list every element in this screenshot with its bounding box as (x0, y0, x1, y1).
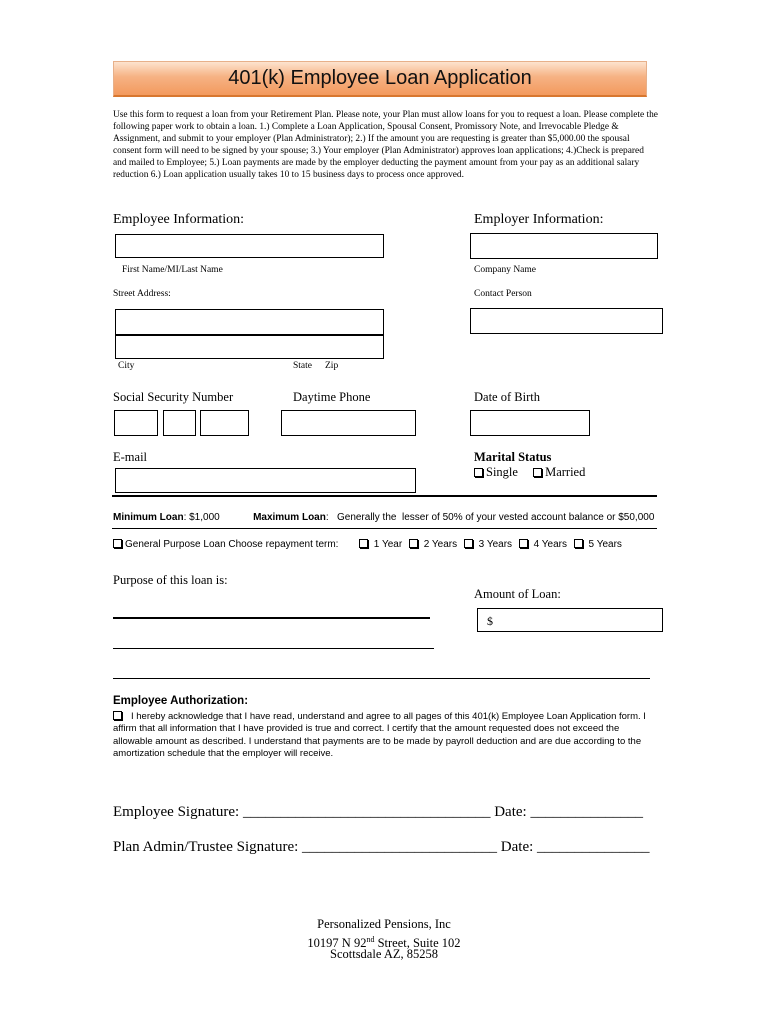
footer-street-suffix: nd (366, 935, 375, 944)
term-option-1[interactable] (359, 539, 402, 550)
admin-signature-line[interactable]: Plan Admin/Trustee Signature: __________________________ Date: _______________ (113, 839, 650, 855)
authorization-statement: I hereby acknowledge that I have read, understand and agree to all pages of this 401(k) Employee Loan Application form. I affirm that all information that I have provided is true and correct. I certify that the amount requested does not exceed the allowable amount as described. I understand that payments are to be made by payroll deduction and are due according to the amortization schedule that the employer will receive. (113, 711, 646, 759)
dob-label: Date of Birth (474, 390, 540, 404)
term-checkbox-1[interactable] (359, 539, 368, 548)
footer-street-number: 10197 N 92 (307, 936, 367, 951)
phone-field[interactable] (281, 410, 416, 436)
section-divider-mid (112, 528, 657, 529)
employee-info-heading: Employee Information: (113, 212, 245, 227)
contact-person-field[interactable] (470, 308, 663, 334)
loan-limits-line (113, 512, 654, 523)
min-loan-value: : $1,000 (183, 512, 220, 523)
purpose-line-1[interactable] (113, 617, 430, 619)
single-label: Single (486, 465, 518, 479)
term-label-1: 1 Year (373, 539, 403, 550)
amount-field[interactable] (477, 608, 663, 632)
ssn-field-part1[interactable] (114, 410, 158, 436)
employee-signature-line[interactable]: Employee Signature: _________________________________ Date: _______________ (113, 804, 643, 820)
email-label: E-mail (113, 450, 148, 464)
ssn-label: Social Security Number (113, 390, 234, 404)
city-state-zip-field[interactable] (115, 335, 384, 359)
footer-city: Scottsdale AZ, 85258 (330, 947, 438, 961)
company-name-field[interactable] (470, 233, 658, 259)
term-checkbox-4[interactable] (519, 539, 528, 548)
term-option-4[interactable] (519, 539, 567, 550)
purpose-line-3[interactable] (113, 678, 650, 679)
term-checkbox-2[interactable] (409, 539, 418, 548)
min-loan-label: Minimum Loan (113, 512, 184, 523)
general-purpose-option[interactable] (113, 539, 338, 550)
employee-name-label: First Name/MI/Last Name (122, 265, 223, 275)
state-label: State (293, 361, 312, 371)
term-checkbox-5[interactable] (574, 539, 583, 548)
amount-label: Amount of Loan: (474, 587, 561, 601)
dollar-sign: $ (487, 614, 493, 628)
max-loan-value: : Generally the lesser of 50% of your vested account balance or $50,000 (325, 512, 655, 523)
single-checkbox[interactable] (474, 468, 483, 477)
employer-info-heading: Employer Information: (474, 212, 604, 227)
ssn-field-part3[interactable] (200, 410, 249, 436)
zip-label: Zip (325, 361, 339, 371)
max-loan-label: Maximum Loan (253, 512, 326, 523)
married-option[interactable] (533, 465, 585, 479)
purpose-line-2[interactable] (113, 648, 434, 649)
street-address-label: Street Address: (113, 289, 171, 299)
ssn-field-part2[interactable] (163, 410, 196, 436)
term-label-4: 4 Years (533, 539, 567, 550)
footer-street-name: Street, Suite 102 (374, 936, 461, 951)
general-purpose-label: General Purpose Loan Choose repayment term: (125, 539, 339, 550)
email-field[interactable] (115, 468, 416, 493)
term-label-5: 5 Years (588, 539, 622, 550)
authorization-checkbox[interactable] (113, 711, 122, 720)
street-address-field[interactable] (115, 309, 384, 335)
purpose-label: Purpose of this loan is: (113, 573, 228, 587)
dob-field[interactable] (470, 410, 590, 436)
section-divider-top (112, 495, 657, 497)
intro-paragraph: Use this form to request a loan from your Retirement Plan. Please note, your Plan must allow loans for you to request a loan. Please complete the following paper work to obtain a loan. 1.) Complete a Loan Application, Spousal Consent, Promissory Note, and Irrevocable Pledge & Assignment, and submit to your employer (Plan Administrator); 2.) If the amount you are requesting is greater than $5,000.00 the spousal consent form will need to be signed by your spouse; 3.) Your employer (Plan Administrator) approves loan applications; 4.)Check is prepared and mailed to Employee; 5.) Loan payments are made by the employer deducting the payment amount from your pay as an additional salary reduction 6.) Loan application usually takes 10 to 15 business days to process once approved. (113, 110, 658, 180)
marital-options (474, 465, 585, 480)
term-option-2[interactable] (409, 539, 457, 550)
term-option-5[interactable] (574, 539, 622, 550)
single-option[interactable] (474, 465, 518, 479)
term-option-3[interactable] (464, 539, 512, 550)
authorization-text (113, 711, 658, 760)
term-checkbox-3[interactable] (464, 539, 473, 548)
footer-company: Personalized Pensions, Inc (317, 917, 451, 931)
contact-person-label: Contact Person (474, 289, 532, 299)
form-title: 401(k) Employee Loan Application (113, 61, 647, 97)
married-label: Married (545, 465, 586, 479)
company-name-label: Company Name (474, 265, 537, 275)
city-label: City (118, 361, 135, 371)
phone-label: Daytime Phone (293, 390, 371, 404)
married-checkbox[interactable] (533, 468, 542, 477)
employee-name-field[interactable] (115, 234, 384, 258)
term-label-3: 3 Years (478, 539, 513, 550)
marital-status-heading: Marital Status (474, 450, 552, 464)
general-purpose-checkbox[interactable] (113, 539, 122, 548)
term-label-2: 2 Years (423, 539, 458, 550)
repayment-term-options (359, 539, 622, 550)
authorization-heading: Employee Authorization: (113, 695, 249, 707)
